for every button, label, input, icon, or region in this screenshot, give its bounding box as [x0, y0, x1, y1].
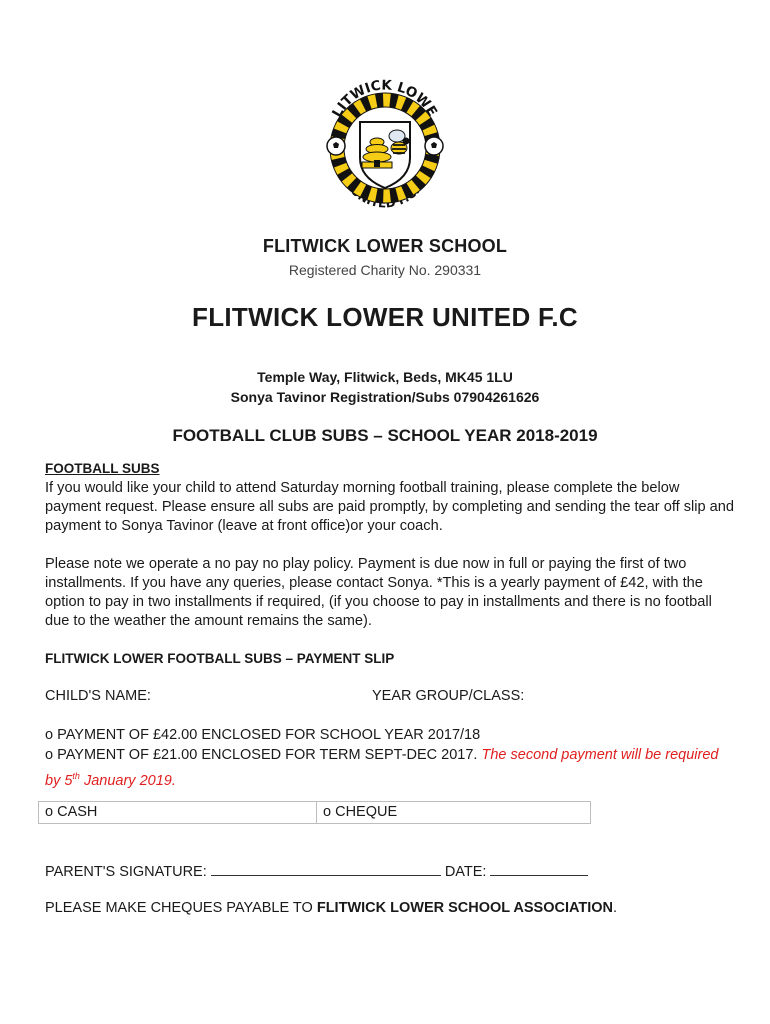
child-name-label: CHILD'S NAME: [45, 688, 151, 704]
payable-to-name: FLITWICK LOWER SCHOOL ASSOCIATION [316, 900, 614, 916]
crest-top-text: LITWICK LOWE [329, 77, 441, 121]
signature-line[interactable] [211, 862, 441, 876]
policy-paragraph: Please note we operate a no pay no play policy. Payment is due now in full or paying the first of two installments. If you have any queries, please contact Sonya. *This is a yearly payment of £42, with the option to pay in two installments if required, (if you choose to pay in installments and there is no football due to the weather the amount remains the same). [45, 556, 712, 629]
football-icon-right [425, 137, 443, 155]
club-name: FLITWICK LOWER UNITED F.C [192, 302, 578, 332]
school-name: FLITWICK LOWER SCHOOL [262, 236, 508, 256]
signature-label: PARENT'S SIGNATURE: [45, 864, 207, 880]
football-icon-left [327, 137, 345, 155]
payable-prefix: PLEASE MAKE CHEQUES PAYABLE TO [45, 900, 317, 916]
second-payment-note-date: January 2019. [79, 772, 176, 789]
club-crest-logo [325, 58, 445, 216]
payable-suffix: . [613, 900, 618, 916]
charity-number: Registered Charity No. 290331 [288, 262, 482, 278]
payment-method-table [38, 801, 591, 824]
crest-graphic [325, 58, 445, 216]
signature-row [45, 862, 588, 880]
club-address: Temple Way, Flitwick, Beds, MK45 1LU [257, 369, 513, 385]
subs-heading: FOOTBALL CLUB SUBS – SCHOOL YEAR 2018-2019 [172, 426, 598, 445]
payment-option-full: o PAYMENT OF £42.00 ENCLOSED FOR SCHOOL YEAR 2017/18 [45, 727, 481, 743]
second-payment-note-text: The second payment will be required by 5 [45, 747, 719, 789]
cash-option[interactable]: o CASH [45, 804, 98, 820]
football-subs-heading: FOOTBALL SUBS [45, 461, 160, 476]
payment-option-term-text: o PAYMENT OF £21.00 ENCLOSED FOR TERM SEPT-DEC 2017. [45, 747, 478, 763]
club-contact: Sonya Tavinor Registration/Subs 07904261626 [230, 389, 540, 405]
crest-bottom-text: UNITED F.C. [347, 183, 423, 211]
payment-slip-heading: FLITWICK LOWER FOOTBALL SUBS – PAYMENT SLIP [45, 651, 395, 666]
year-group-label: YEAR GROUP/CLASS: [372, 688, 525, 704]
intro-paragraph: If you would like your child to attend Saturday morning football training, please complete the below payment request. Please ensure all subs are paid promptly, by completing and sending the tear off slip and payment to Sonya Tavinor (leave at front office)or your coach. [45, 480, 735, 534]
date-label: DATE: [444, 864, 487, 880]
second-payment-note-sup: th [72, 771, 80, 781]
payment-option-term [45, 745, 735, 792]
cheques-payable-note [45, 900, 617, 916]
date-line[interactable] [490, 862, 588, 876]
cheque-option[interactable]: o CHEQUE [316, 802, 590, 823]
